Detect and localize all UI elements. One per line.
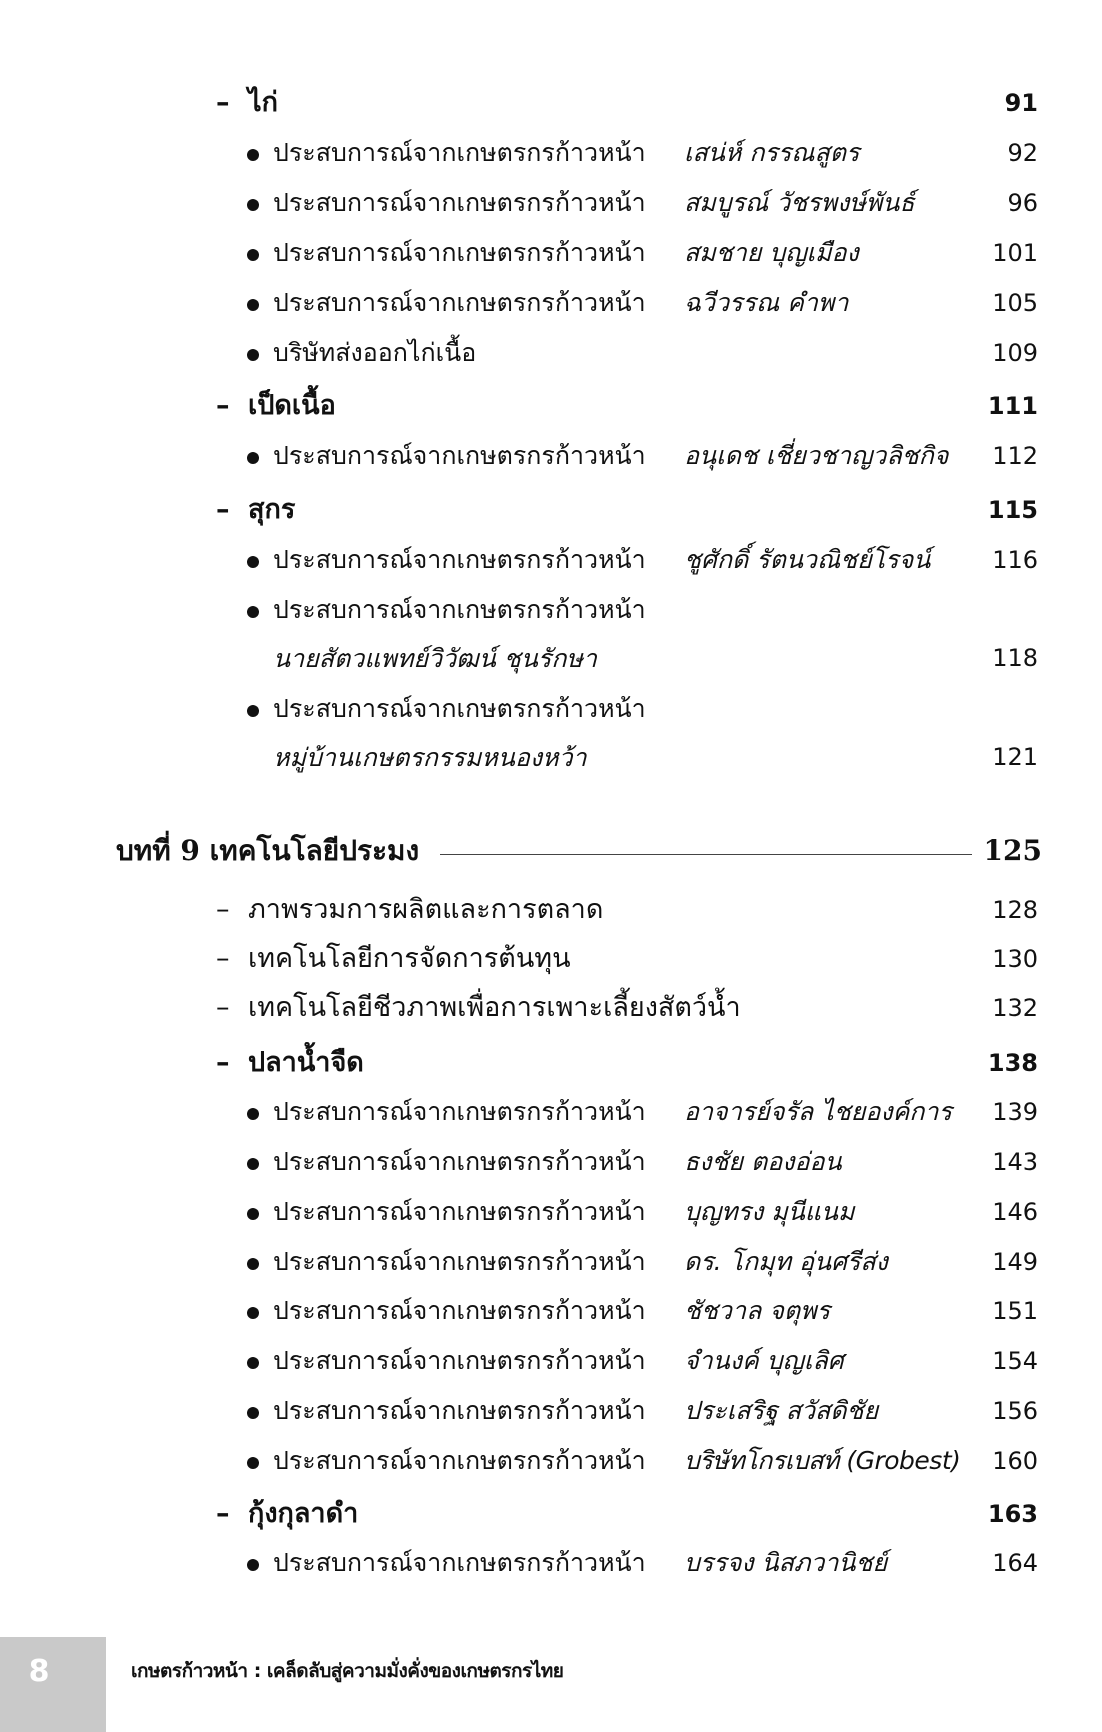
page-number: 143: [992, 1148, 1038, 1176]
page-number: 116: [992, 546, 1038, 574]
page-number: 96: [1007, 189, 1038, 217]
page-number: 146: [992, 1198, 1038, 1226]
item-person: หมู่บ้านเกษตรกรรมหนองหว้า: [273, 743, 587, 772]
item-person: ธงชัย ตองอ่อน: [684, 1147, 842, 1176]
item-label: บริษัทส่งออกไก่เนื้อ: [273, 338, 477, 367]
page-number: 112: [992, 442, 1038, 470]
item-label: ประสบการณ์จากเกษตรกรก้าวหน้า: [273, 188, 646, 217]
bullet-icon: [247, 349, 259, 361]
chapter-heading[interactable]: [0, 823, 1102, 879]
page-number: 92: [1007, 139, 1038, 167]
bullet-icon: [247, 1559, 259, 1571]
toc-topic-row[interactable]: [0, 934, 1102, 984]
toc-item-row[interactable]: [0, 178, 1102, 228]
dash-marker: –: [216, 894, 230, 925]
topic-title: เทคโนโลยีชีวภาพเพื่อการเพาะเลี้ยงสัตว์น้ำ: [248, 992, 741, 1023]
item-label: ประสบการณ์จากเกษตรกรก้าวหน้า: [273, 545, 646, 574]
page-number: 128: [992, 896, 1038, 924]
toc-item-row[interactable]: [0, 278, 1102, 328]
toc-item-row[interactable]: [0, 1386, 1102, 1436]
item-person: บุญทรง มุนีแนม: [684, 1197, 855, 1226]
page-number: 164: [992, 1549, 1038, 1577]
toc-item-row[interactable]: [0, 1538, 1102, 1588]
item-person: จำนงค์ บุญเลิศ: [684, 1346, 844, 1375]
bullet-icon: [247, 452, 259, 464]
page-number: 154: [992, 1347, 1038, 1375]
bullet-icon: [247, 199, 259, 211]
toc-item-row[interactable]: [0, 1336, 1102, 1386]
topic-title: ภาพรวมการผลิตและการตลาด: [248, 894, 604, 925]
page-number: 139: [992, 1098, 1038, 1126]
page-number: 121: [992, 743, 1038, 771]
toc-item-row[interactable]: [0, 228, 1102, 278]
item-person: สมชาย บุญเมือง: [684, 238, 859, 267]
toc-item-row[interactable]: [0, 1237, 1102, 1287]
bullet-icon: [247, 149, 259, 161]
item-label: ประสบการณ์จากเกษตรกรก้าวหน้า: [273, 238, 646, 267]
item-label: ประสบการณ์จากเกษตรกรก้าวหน้า: [273, 1147, 646, 1176]
bullet-icon: [247, 249, 259, 261]
toc-item-row[interactable]: [0, 1137, 1102, 1187]
toc-section-row[interactable]: [0, 1489, 1102, 1539]
toc-item-row[interactable]: [0, 1087, 1102, 1137]
page-number: 91: [1004, 89, 1038, 117]
item-label: ประสบการณ์จากเกษตรกรก้าวหน้า: [273, 138, 646, 167]
topic-title: เทคโนโลยีการจัดการต้นทุน: [248, 943, 571, 974]
item-person: บริษัทโกรเบสท์ (Grobest): [684, 1446, 961, 1475]
section-title: ไก่: [248, 87, 278, 118]
bullet-icon: [247, 1258, 259, 1270]
toc-item-row[interactable]: [0, 1286, 1102, 1336]
item-person: ฉวีวรรณ คำพา: [684, 288, 849, 317]
toc-item-row[interactable]: [0, 1187, 1102, 1237]
page-number: 118: [992, 644, 1038, 672]
bullet-icon: [247, 1158, 259, 1170]
bullet-icon: [247, 299, 259, 311]
page-number: 163: [987, 1500, 1038, 1528]
chapter-title: บทที่ 9 เทคโนโลยีประมง: [116, 834, 420, 867]
item-person: อาจารย์จรัล ไชยองค์การ: [684, 1097, 952, 1126]
item-label: ประสบการณ์จากเกษตรกรก้าวหน้า: [273, 1548, 646, 1577]
page-number: 111: [987, 392, 1038, 420]
footer-page-number: 8: [28, 1654, 50, 1689]
item-label: ประสบการณ์จากเกษตรกรก้าวหน้า: [273, 1446, 646, 1475]
section-title: สุกร: [248, 494, 296, 525]
section-title: กุ้งกุลาดำ: [248, 1498, 359, 1529]
toc-section-row[interactable]: [0, 485, 1102, 535]
dash-marker: –: [216, 494, 230, 525]
item-label: ประสบการณ์จากเกษตรกรก้าวหน้า: [273, 1396, 646, 1425]
chapter-page-number: 125: [983, 834, 1042, 867]
item-label: ประสบการณ์จากเกษตรกรก้าวหน้า: [273, 1197, 646, 1226]
bullet-icon: [247, 1208, 259, 1220]
bullet-icon: [247, 1357, 259, 1369]
page-number: 138: [987, 1049, 1038, 1077]
item-label: ประสบการณ์จากเกษตรกรก้าวหน้า: [273, 1296, 646, 1325]
item-person: เสน่ห์ กรรณสูตร: [684, 138, 860, 167]
toc-item-row[interactable]: [0, 684, 1102, 782]
page-number: 156: [992, 1397, 1038, 1425]
item-label: ประสบการณ์จากเกษตรกรก้าวหน้า: [273, 441, 646, 470]
leader-line: [440, 854, 972, 855]
item-person: นายสัตวแพทย์วิวัฒน์ ชุนรักษา: [273, 644, 597, 673]
item-label: ประสบการณ์จากเกษตรกรก้าวหน้า: [273, 288, 646, 317]
toc-item-row[interactable]: [0, 328, 1102, 378]
item-label: ประสบการณ์จากเกษตรกรก้าวหน้า: [273, 1247, 646, 1276]
toc-section-row[interactable]: [0, 381, 1102, 431]
toc-item-row[interactable]: [0, 535, 1102, 585]
item-person: อนุเดช เชี่ยวชาญวลิชกิจ: [684, 441, 949, 470]
toc-item-row[interactable]: [0, 431, 1102, 481]
item-label: ประสบการณ์จากเกษตรกรก้าวหน้า: [273, 694, 646, 723]
toc-topic-row[interactable]: [0, 983, 1102, 1033]
page-number: 151: [992, 1297, 1038, 1325]
page-number: 105: [992, 289, 1038, 317]
page-number: 149: [992, 1248, 1038, 1276]
bullet-icon: [247, 1108, 259, 1120]
item-person: ดร. โกมุท อุ่นศรีส่ง: [684, 1247, 888, 1276]
dash-marker: –: [216, 943, 230, 974]
dash-marker: –: [216, 992, 230, 1023]
page-number: 132: [992, 994, 1038, 1022]
toc-item-row[interactable]: [0, 1436, 1102, 1486]
page-number: 109: [992, 339, 1038, 367]
item-person: ชูศักดิ์ รัตนวณิชย์โรจน์: [684, 545, 931, 574]
dash-marker: –: [216, 1498, 230, 1529]
footer-page-tab: [0, 1637, 106, 1732]
item-person: ประเสริฐ สวัสดิชัย: [684, 1396, 879, 1425]
item-label: ประสบการณ์จากเกษตรกรก้าวหน้า: [273, 1346, 646, 1375]
bullet-icon: [247, 606, 259, 618]
bullet-icon: [247, 556, 259, 568]
toc-item-row[interactable]: [0, 585, 1102, 683]
toc-item-row[interactable]: [0, 128, 1102, 178]
dash-marker: –: [216, 390, 230, 421]
page-number: 130: [992, 945, 1038, 973]
page-number: 160: [992, 1447, 1038, 1475]
bullet-icon: [247, 1407, 259, 1419]
item-person: บรรจง นิสภวานิชย์: [684, 1548, 888, 1577]
page-number: 101: [992, 239, 1038, 267]
section-title: เป็ดเนื้อ: [248, 390, 336, 421]
section-title: ปลาน้ำจืด: [248, 1047, 364, 1078]
item-label: ประสบการณ์จากเกษตรกรก้าวหน้า: [273, 1097, 646, 1126]
bullet-icon: [247, 705, 259, 717]
bullet-icon: [247, 1457, 259, 1469]
toc-section-row[interactable]: [0, 78, 1102, 128]
item-person: ชัชวาล จตุพร: [684, 1296, 831, 1325]
item-person: สมบูรณ์ วัชรพงษ์พันธ์: [684, 188, 915, 217]
item-label: ประสบการณ์จากเกษตรกรก้าวหน้า: [273, 595, 646, 624]
dash-marker: –: [216, 87, 230, 118]
toc-section-row[interactable]: [0, 1038, 1102, 1088]
toc-topic-row[interactable]: [0, 885, 1102, 935]
dash-marker: –: [216, 1047, 230, 1078]
bullet-icon: [247, 1307, 259, 1319]
page-number: 115: [987, 496, 1038, 524]
footer-book-title: เกษตรก้าวหน้า : เคล็ดลับสู่ความมั่งคั่งของเกษตรกรไทย: [131, 1660, 564, 1682]
